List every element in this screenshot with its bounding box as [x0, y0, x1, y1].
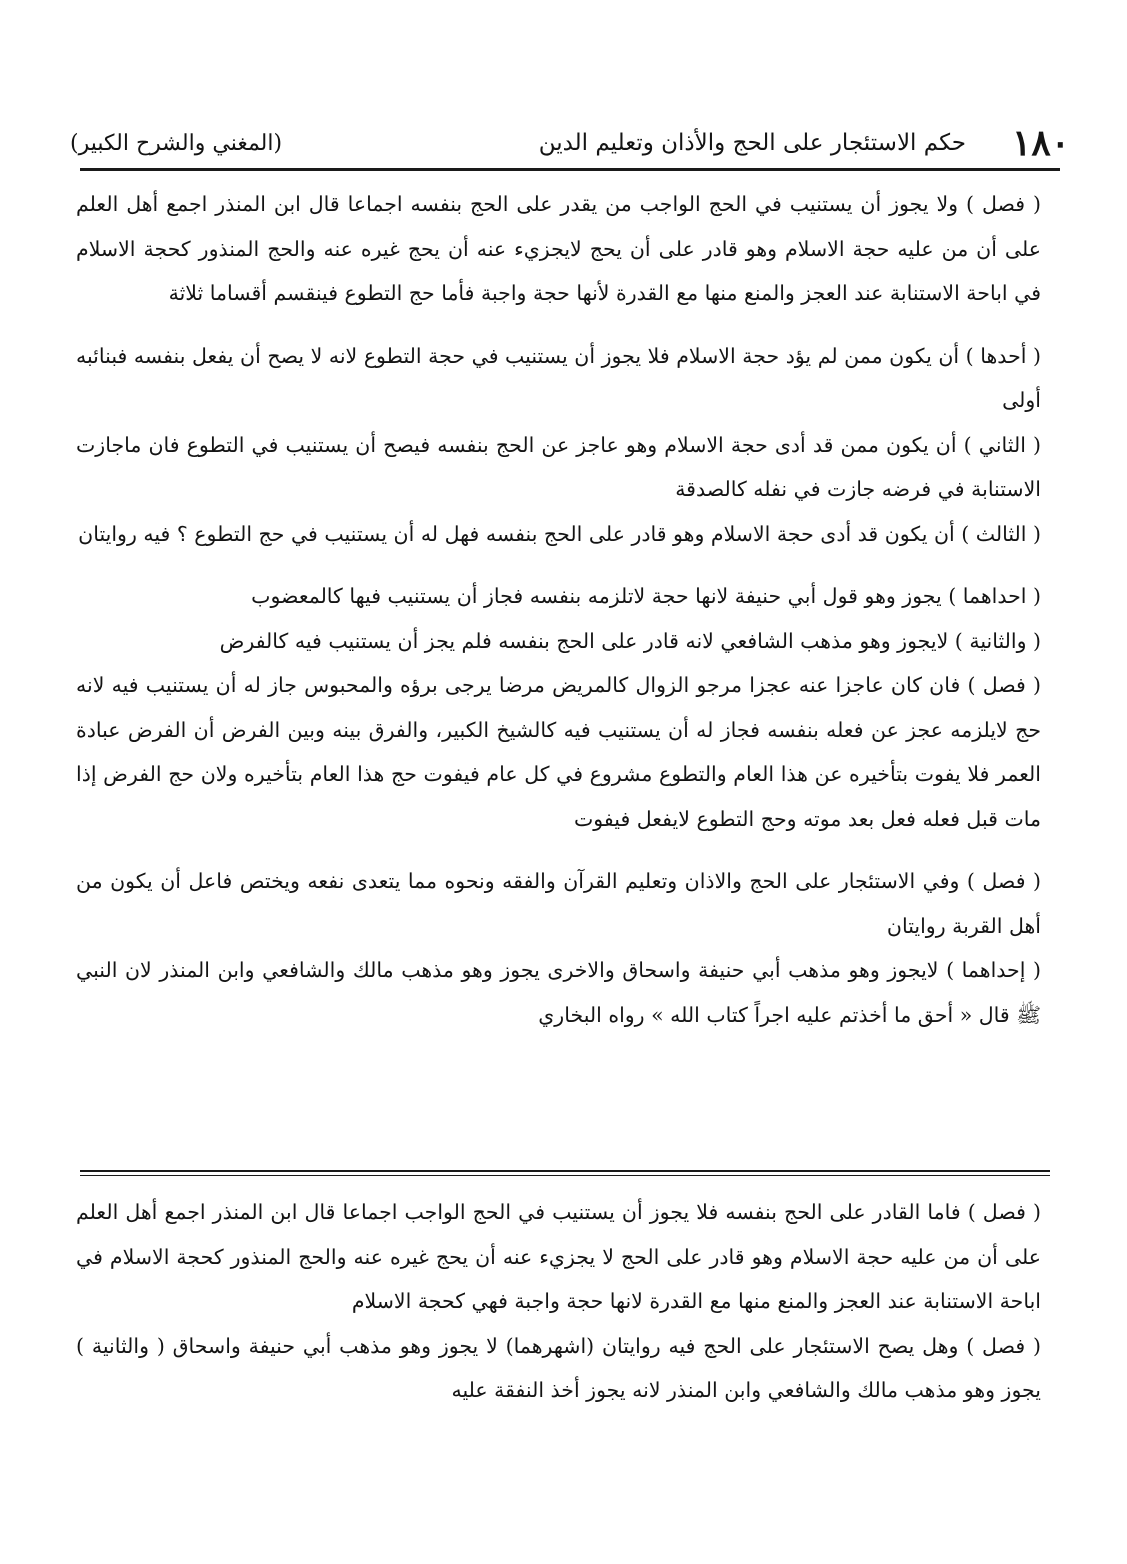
- commentary-text: [76, 1190, 1041, 1413]
- section-divider: [80, 1175, 1050, 1176]
- commentary-paragraph: ( فصل ) فاما القادر على الحج بنفسه فلا يجوز أن يستنيب في الحج الواجب اجماعا قال ابن المنذر اجمع أهل العلم على أن من عليه حجة الاسلام وهو قادر على الحج لا يجزيء عنه أن يحج غيره عنه والحج المنذور كحجة الاسلام في اباحة الاستنابة عند العجز والمنع منها مع القدرة لانها حجة واجبة فهي كحجة الاسلام: [76, 1200, 1041, 1313]
- section-divider: [80, 1170, 1050, 1172]
- running-title: حكم الاستئجار على الحج والأذان وتعليم الدين: [538, 130, 966, 156]
- paragraph: ( فصل ) ولا يجوز أن يستنيب في الحج الواجب من يقدر على الحج بنفسه اجماعا قال ابن المنذر اجمع أهل العلم على أن من عليه حجة الاسلام وهو قادر على أن يحج لايجزيء عنه أن يحج غيره عنه والحج المنذور كحجة الاسلام في اباحة الاستنابة عند العجز والمنع منها مع القدرة لأنها حجة واجبة فأما حج التطوع فينقسم أقساما ثلاثة: [76, 192, 1041, 305]
- page-number: ١٨٠: [1011, 122, 1070, 164]
- paragraph: ( إحداهما ) لايجوز وهو مذهب أبي حنيفة واسحاق والاخرى يجوز وهو مذهب مالك والشافعي وابن المنذر لان النبي ﷺ قال « أحق ما أخذتم عليه اجراً كتاب الله » رواه البخاري: [76, 958, 1041, 1027]
- paragraph: ( والثانية ) لايجوز وهو مذهب الشافعي لانه قادر على الحج بنفسه فلم يجز أن يستنيب فيه كالفرض: [219, 628, 1041, 653]
- paragraph: ( الثالث ) أن يكون قد أدى حجة الاسلام وهو قادر على الحج بنفسه فهل له أن يستنيب في حج التطوع ؟ فيه روايتان: [78, 521, 1041, 546]
- page-header: [70, 118, 1070, 168]
- commentary-paragraph: ( فصل ) وهل يصح الاستئجار على الحج فيه روايتان (اشهرهما) لا يجوز وهو مذهب أبي حنيفة واسحاق ( والثانية ) يجوز وهو مذهب مالك والشافعي وابن المنذر لانه يجوز أخذ النفقة عليه: [76, 1333, 1041, 1402]
- paragraph: ( أحدها ) أن يكون ممن لم يؤد حجة الاسلام فلا يجوز أن يستنيب في حجة التطوع لانه لا يصح أن يفعل بنفسه فبنائبه أولى: [76, 343, 1041, 412]
- header-rule: [80, 168, 1060, 171]
- paragraph: ( فصل ) وفي الاستئجار على الحج والاذان وتعليم القرآن والفقه ونحوه مما يتعدى نفعه ويختص فاعل أن يكون من أهل القربة روايتان: [76, 869, 1041, 938]
- book-title: (المغني والشرح الكبير): [70, 130, 283, 156]
- main-text: [76, 182, 1041, 1037]
- paragraph: ( احداهما ) يجوز وهو قول أبي حنيفة لانها حجة لاتلزمه بنفسه فجاز أن يستنيب فيها كالمعضوب: [251, 584, 1041, 608]
- paragraph: ( الثاني ) أن يكون ممن قد أدى حجة الاسلام وهو عاجز عن الحج بنفسه فيصح أن يستنيب في التطوع فان ماجازت الاستنابة في فرضه جازت في نفله كالصدقة: [76, 432, 1041, 501]
- paragraph: ( فصل ) فان كان عاجزا عنه عجزا مرجو الزوال كالمريض مرضا يرجى برؤه والمحبوس جاز له أن يستنيب فيه لانه حج لايلزمه عجز عن فعله بنفسه فجاز له أن يستنيب فيه كالشيخ الكبير، والفرق بينه وبين الفرض أن الفرض عبادة العمر فلا يفوت بتأخيره عن هذا العام والتطوع مشروع في كل عام فيفوت حج هذا العام بتأخيره ولان حج الفرض إذا مات قبل فعله فعل بعد موته وحج التطوع لايفعل فيفوت: [76, 673, 1041, 831]
